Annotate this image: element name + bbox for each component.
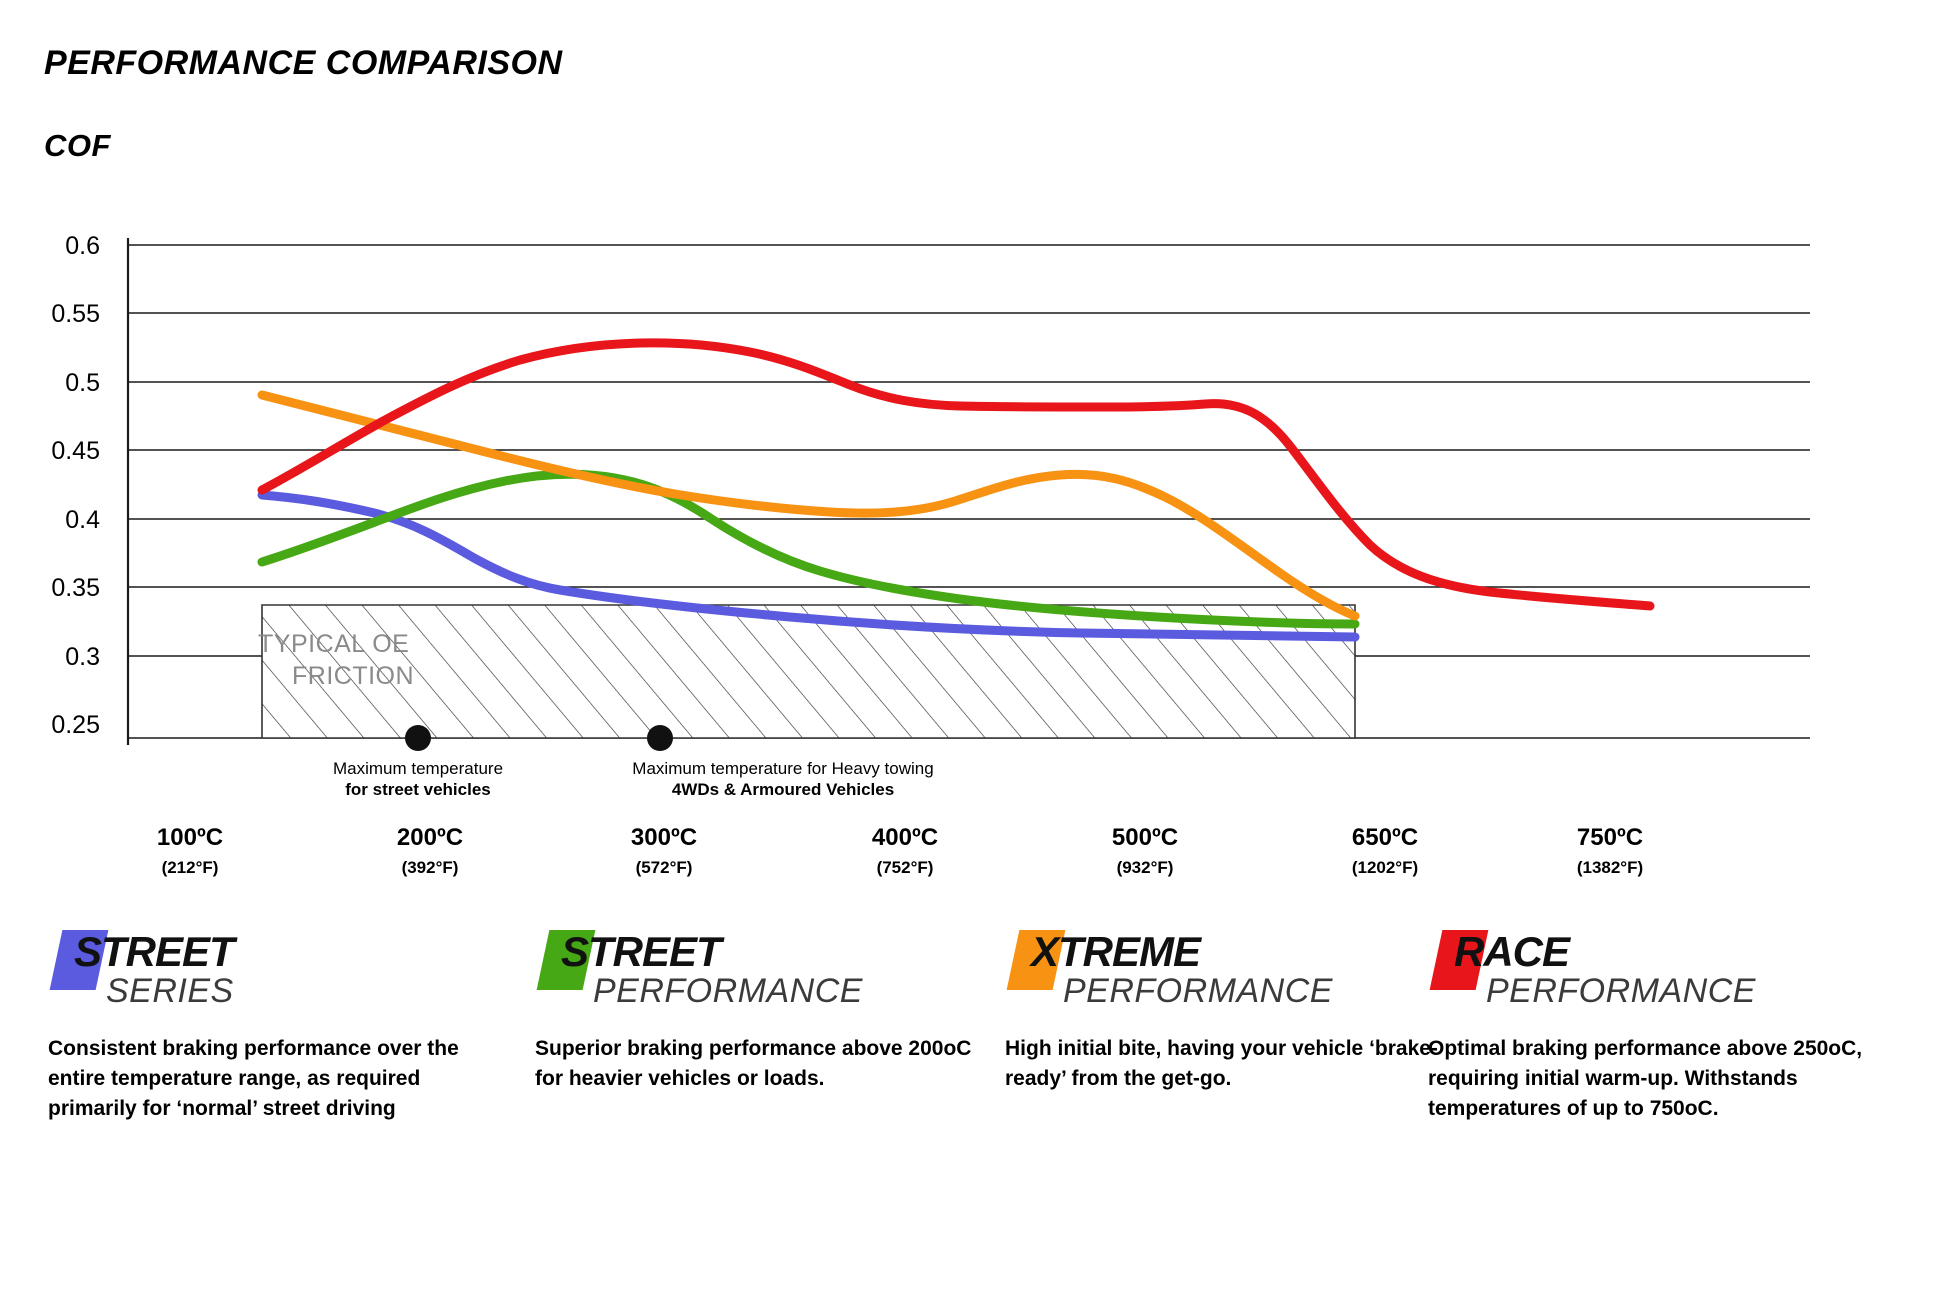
logo-xtreme-performance: [1005, 920, 1445, 1020]
x-tick-100c-fahrenheit: (212°F): [161, 858, 219, 877]
y-tick-1: 0.55: [51, 300, 100, 328]
x-tick-500c: [1045, 823, 1245, 878]
legend-card-xtreme-performance-description: High initial bite, having your vehicle ‘brake-ready’ from the get-go.: [1005, 1037, 1438, 1090]
x-tick-200c-celsius: 200ºC: [396, 824, 464, 851]
legend-card-race-performance[interactable]: [1428, 920, 1868, 1123]
marker-max-temp-towing: [647, 725, 673, 751]
y-tick-3: 0.45: [51, 437, 100, 465]
x-tick-300c-fahrenheit: (572°F): [635, 858, 693, 877]
logo-street-performance: [535, 920, 975, 1020]
typical-oe-friction-band: [262, 605, 1355, 738]
y-tick-6: 0.3: [65, 643, 100, 671]
logo-street-series: [48, 920, 488, 1020]
legend-card-street-performance[interactable]: [535, 920, 975, 1094]
x-tick-500c-fahrenheit: (932°F): [1116, 858, 1174, 877]
x-tick-400c-fahrenheit: (752°F): [876, 858, 934, 877]
y-tick-5: 0.35: [51, 574, 100, 602]
logo-street-performance-line2: PERFORMANCE: [593, 972, 863, 1010]
page-title: PERFORMANCE COMPARISON: [44, 44, 563, 82]
x-tick-500c-celsius: 500ºC: [1111, 824, 1179, 851]
typical-oe-friction-label-line1: TYPICAL OE: [258, 630, 410, 658]
annotation-max-temp-street-line1: Maximum temperature: [332, 759, 504, 778]
legend-cards: [0, 920, 1946, 1310]
x-tick-750c-celsius: 750ºC: [1576, 824, 1644, 851]
series-line-street-performance: [262, 474, 1355, 624]
x-tick-100c: [90, 823, 290, 878]
annotation-max-temp-towing: [632, 758, 933, 801]
legend-card-street-series[interactable]: [48, 920, 488, 1123]
legend-card-street-series-description: Consistent braking performance over the entire temperature range, as required primarily for ‘normal’ street driving: [48, 1037, 459, 1120]
x-tick-200c-fahrenheit: (392°F): [401, 858, 459, 877]
annotation-max-temp-towing-line2: 4WDs & Armoured Vehicles: [671, 780, 895, 800]
x-tick-750c-fahrenheit: (1382°F): [1576, 858, 1644, 877]
logo-street-series-line2: SERIES: [106, 972, 234, 1010]
logo-race-performance: [1428, 920, 1868, 1020]
y-tick-0: 0.6: [65, 232, 100, 260]
logo-street-performance-line1: STREET: [561, 928, 721, 975]
annotation-max-temp-street: [333, 758, 503, 801]
legend-card-street-performance-description: Superior braking performance above 200oC for heavier vehicles or loads.: [535, 1037, 972, 1090]
x-tick-200c: [330, 823, 530, 878]
y-tick-7: 0.25: [51, 711, 100, 739]
y-tick-2: 0.5: [65, 369, 100, 397]
typical-oe-friction-label-line2: FRICTION: [292, 662, 415, 690]
x-tick-300c: [564, 823, 764, 878]
x-tick-400c: [805, 823, 1005, 878]
logo-street-series-line1: STREET: [74, 928, 234, 975]
x-tick-650c: [1285, 823, 1485, 878]
x-tick-400c-celsius: 400ºC: [871, 824, 939, 851]
annotation-max-temp-street-line2: for street vehicles: [345, 780, 491, 800]
logo-race-performance-line2: PERFORMANCE: [1486, 972, 1756, 1010]
logo-xtreme-performance-line1: XTREME: [1031, 928, 1201, 975]
x-tick-750c: [1510, 823, 1710, 878]
x-tick-650c-celsius: 650ºC: [1351, 824, 1419, 851]
legend-card-xtreme-performance[interactable]: [1005, 920, 1445, 1094]
x-tick-300c-celsius: 300ºC: [630, 824, 698, 851]
legend-card-race-performance-description: Optimal braking performance above 250oC, requiring initial warm-up. Withstands temperatures of up to 750oC.: [1428, 1037, 1863, 1120]
chart-axis-title-cof: COF: [44, 128, 111, 163]
logo-xtreme-performance-line2: PERFORMANCE: [1063, 972, 1333, 1010]
y-tick-4: 0.4: [65, 506, 100, 534]
x-tick-100c-celsius: 100ºC: [156, 824, 224, 851]
x-tick-650c-fahrenheit: (1202°F): [1351, 858, 1419, 877]
annotation-max-temp-towing-line1: Maximum temperature for Heavy towing: [632, 759, 934, 778]
logo-race-performance-line1: RACE: [1454, 928, 1570, 975]
marker-max-temp-street: [405, 725, 431, 751]
